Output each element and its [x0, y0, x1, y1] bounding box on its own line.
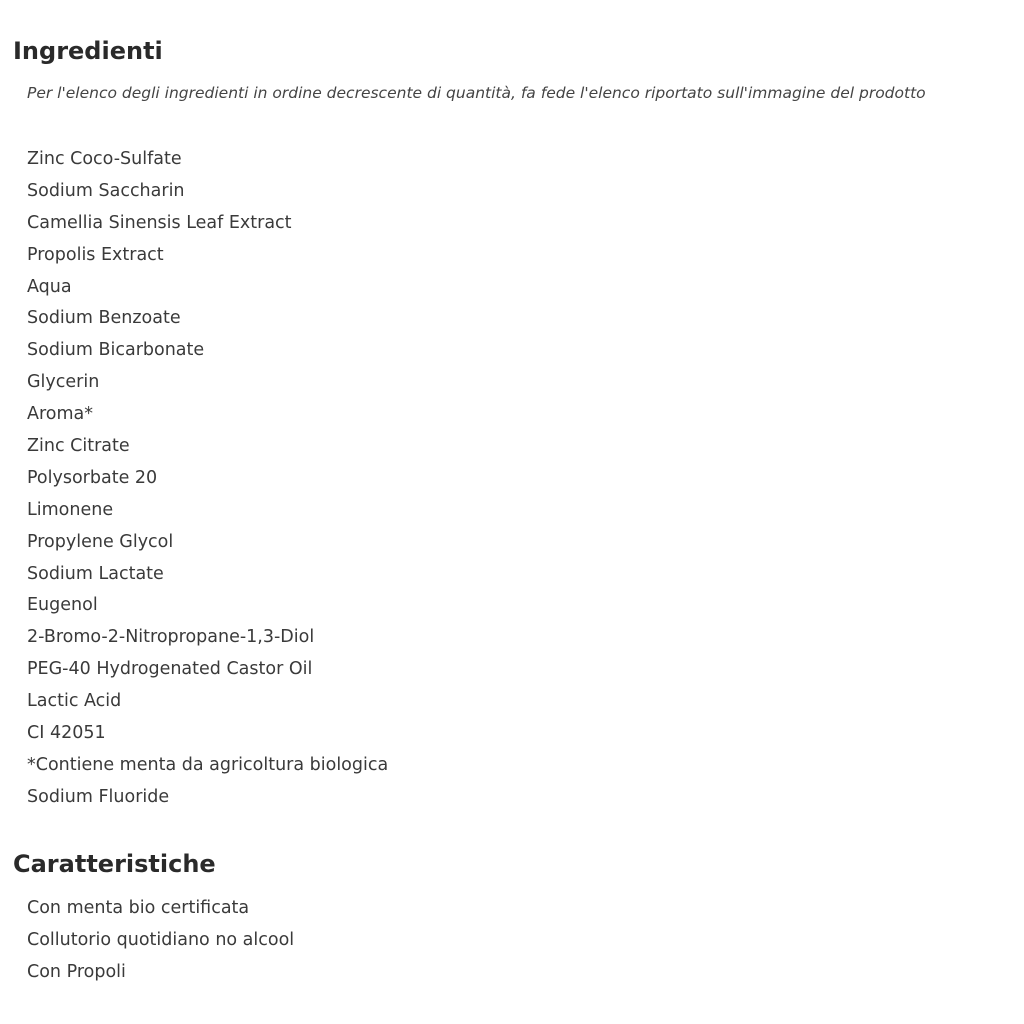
ingredient-item: Sodium Bicarbonate — [27, 340, 205, 361]
feature-item: Con Propoli — [27, 961, 126, 982]
ingredient-item: PEG-40 Hydrogenated Castor Oil — [27, 659, 313, 680]
ingredients-heading: Ingredienti — [13, 37, 163, 65]
feature-item: Collutorio quotidiano no alcool — [27, 929, 295, 950]
ingredient-item: *Contiene menta da agricoltura biologica — [27, 754, 389, 775]
ingredients-note: Per l'elenco degli ingredienti in ordine decrescente di quantità, fa fede l'elenco riportato sull'immagine del prodotto — [27, 84, 926, 102]
ingredient-item: Zinc Citrate — [27, 436, 130, 457]
feature-item: Con menta bio certificata — [27, 898, 250, 918]
ingredient-item: Lactic Acid — [27, 691, 122, 712]
ingredient-item: Sodium Benzoate — [27, 308, 181, 329]
ingredient-item: Sodium Lactate — [27, 563, 164, 584]
ingredient-item: Propylene Glycol — [27, 531, 174, 552]
ingredient-item: Limonene — [27, 499, 114, 520]
ingredient-item: Propolis Extract — [27, 244, 164, 265]
ingredient-item: Polysorbate 20 — [27, 467, 158, 488]
ingredient-item: Aqua — [27, 276, 72, 297]
ingredient-item: Camellia Sinensis Leaf Extract — [27, 212, 292, 233]
features-heading: Caratteristiche — [13, 850, 216, 878]
ingredient-item: Aroma* — [27, 404, 94, 425]
ingredient-item: Sodium Fluoride — [27, 786, 170, 807]
ingredient-item: Zinc Coco-Sulfate — [27, 149, 182, 169]
ingredient-item: 2-Bromo-2-Nitropropane-1,3-Diol — [27, 627, 315, 648]
ingredient-item: Glycerin — [27, 372, 100, 393]
ingredient-item: Eugenol — [27, 595, 98, 616]
ingredient-item: Sodium Saccharin — [27, 180, 185, 201]
ingredient-item: CI 42051 — [27, 723, 106, 744]
features-list — [27, 893, 294, 989]
ingredients-list — [27, 144, 388, 814]
